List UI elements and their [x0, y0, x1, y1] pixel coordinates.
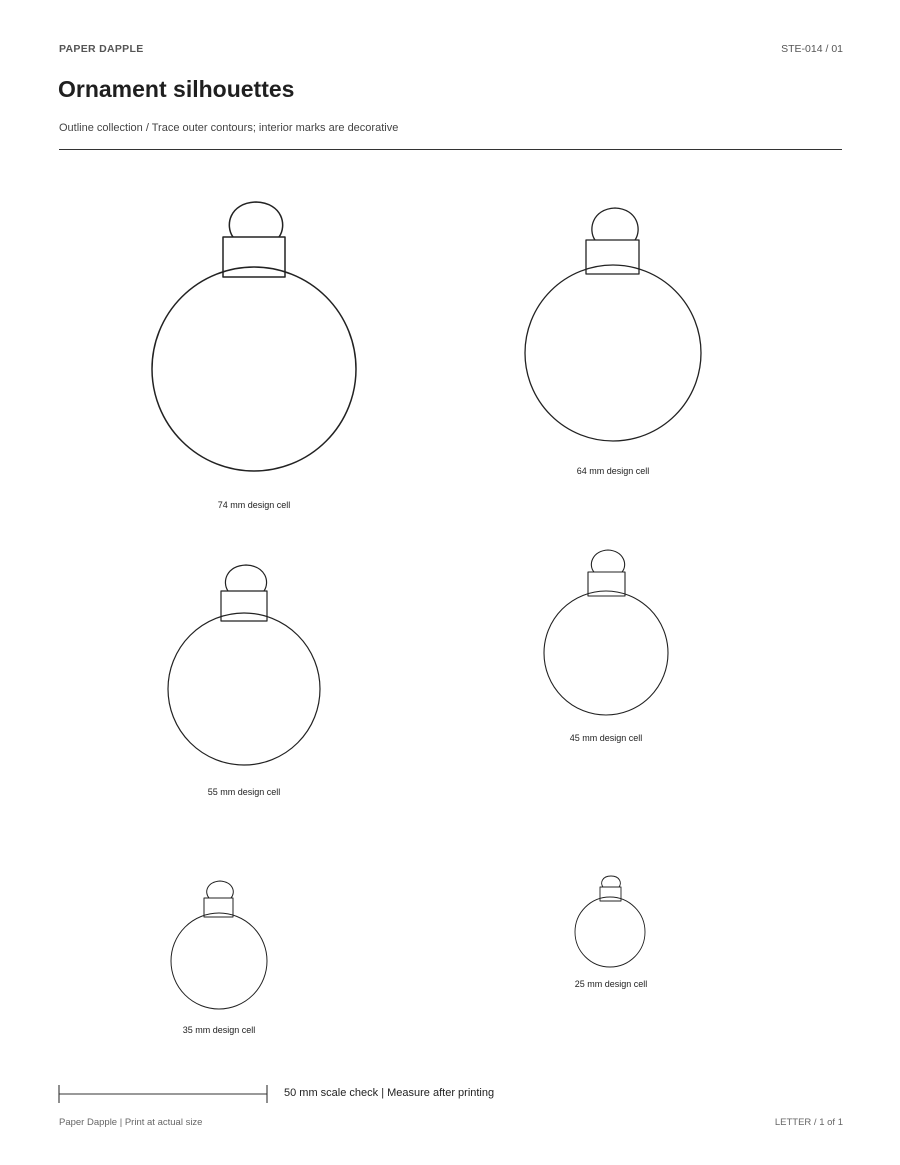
ornament-25mm-outline: [575, 876, 645, 967]
footer-page-info: LETTER / 1 of 1: [774, 1117, 843, 1128]
ornament-35mm-ball: [171, 913, 267, 1009]
ornament-25mm-cap: [600, 887, 621, 901]
ornament-64mm-cap: [586, 240, 639, 274]
scale-check-text: 50 mm scale check | Measure after printing: [284, 1087, 495, 1099]
ornament-64mm-outline: [525, 208, 701, 441]
ornament-74mm-ball: [152, 267, 356, 471]
brand-label: PAPER DAPPLE: [59, 43, 144, 55]
ornament-74mm-outline: [152, 202, 356, 471]
ornament-55mm-ball: [168, 613, 320, 765]
ornament-45mm-ball: [544, 591, 668, 715]
ornament-64mm-label: 64 mm design cell: [576, 466, 650, 476]
footer-left-text: Paper Dapple | Print at actual size: [59, 1117, 203, 1128]
document-id: STE-014 / 01: [781, 43, 843, 55]
ornament-74mm-cap: [223, 237, 285, 277]
ornament-25mm-ball: [575, 897, 645, 967]
ornament-45mm-outline: [544, 550, 668, 715]
ornament-64mm-hanger-loop: [592, 208, 638, 240]
ornament-64mm-ball: [525, 265, 701, 441]
ornament-35mm-hanger-loop: [207, 881, 234, 898]
ornament-74mm-label: 74 mm design cell: [217, 500, 291, 510]
scale-bar: [59, 1085, 267, 1103]
ornament-55mm-label: 55 mm design cell: [207, 787, 281, 797]
ornament-74mm-hanger-loop: [229, 202, 282, 237]
ornament-55mm-outline: [168, 565, 320, 765]
ornament-35mm-label: 35 mm design cell: [182, 1025, 256, 1035]
ornament-55mm-cap: [221, 591, 267, 621]
ornament-25mm-label: 25 mm design cell: [574, 979, 648, 989]
ornament-35mm-outline: [171, 881, 267, 1009]
ornament-45mm-hanger-loop: [591, 550, 624, 572]
ornament-25mm-hanger-loop: [602, 876, 621, 887]
page-title: Ornament silhouettes: [58, 76, 295, 102]
ornament-45mm-label: 45 mm design cell: [569, 733, 643, 743]
page-subtitle: Outline collection / Trace outer contours; interior marks are decorative: [59, 122, 399, 134]
ornament-55mm-hanger-loop: [225, 565, 266, 591]
